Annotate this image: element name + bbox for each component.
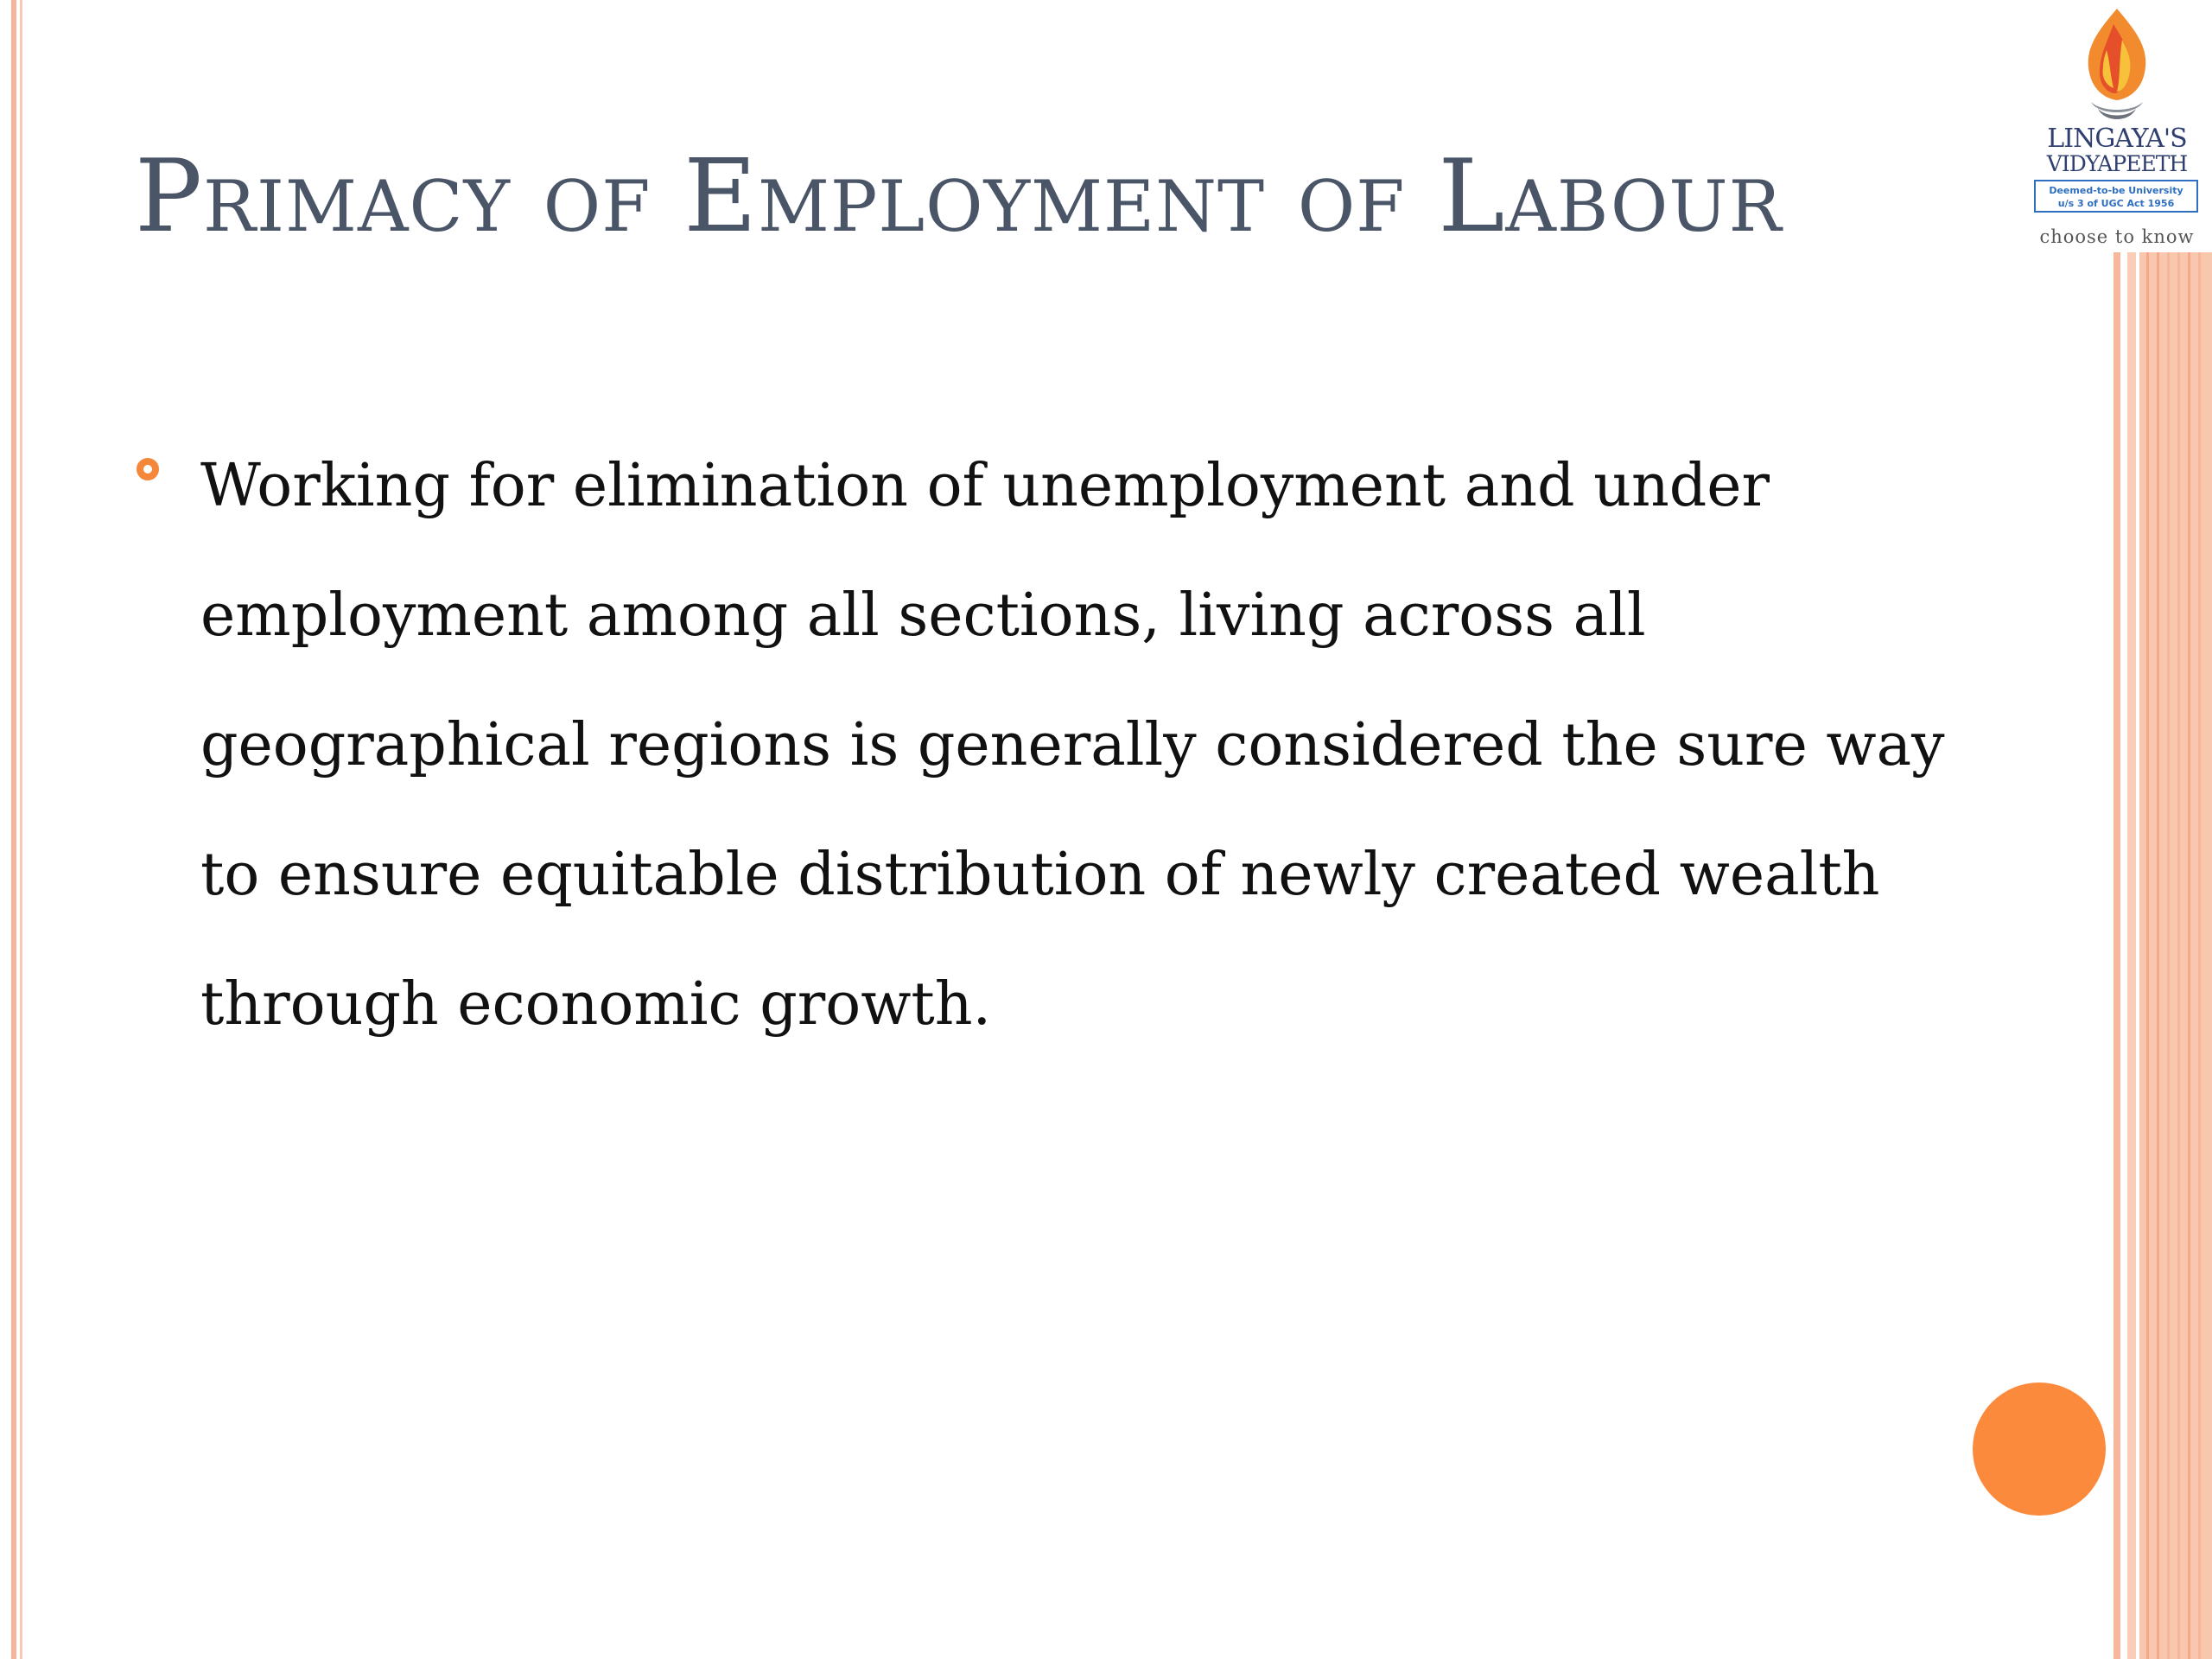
right-stripe bbox=[2127, 252, 2136, 1659]
logo-name-line2: VIDYAPEETH bbox=[2046, 151, 2188, 176]
slide-title: Primacy of Employment of Labour bbox=[135, 138, 1783, 255]
logo-badge-line2: u/s 3 of UGC Act 1956 bbox=[2057, 198, 2175, 209]
logo-badge bbox=[2034, 180, 2198, 213]
right-stripe-line bbox=[2167, 252, 2170, 1659]
orange-circle-decoration bbox=[1973, 1382, 2106, 1516]
right-stripe-line bbox=[2198, 252, 2201, 1659]
right-stripe bbox=[2113, 252, 2120, 1659]
right-stripe-line bbox=[2146, 252, 2149, 1659]
right-stripe-line bbox=[2177, 252, 2180, 1659]
logo-tagline: choose to know bbox=[2039, 226, 2195, 247]
logo-badge-line1: Deemed-to-be University bbox=[2049, 185, 2183, 196]
right-stripe-line bbox=[2157, 252, 2159, 1659]
logo-name: LINGAYA'S bbox=[2047, 124, 2187, 154]
left-stripe bbox=[11, 0, 16, 1659]
circle-outline-icon bbox=[137, 458, 159, 480]
right-stripe-line bbox=[2188, 252, 2190, 1659]
university-logo bbox=[2022, 0, 2212, 252]
bullet-list bbox=[135, 422, 1945, 1070]
flame-icon bbox=[2075, 5, 2158, 126]
left-stripe-thin bbox=[20, 0, 22, 1659]
bullet-text: Working for elimination of unemployment and under employment among all sections, living across all geographical regions is generally considered the sure way to ensure equitable distribution of newly created wealth through economic growth. bbox=[200, 452, 1945, 1039]
right-stripe-band bbox=[2139, 252, 2212, 1659]
bullet-item bbox=[135, 422, 1945, 1070]
